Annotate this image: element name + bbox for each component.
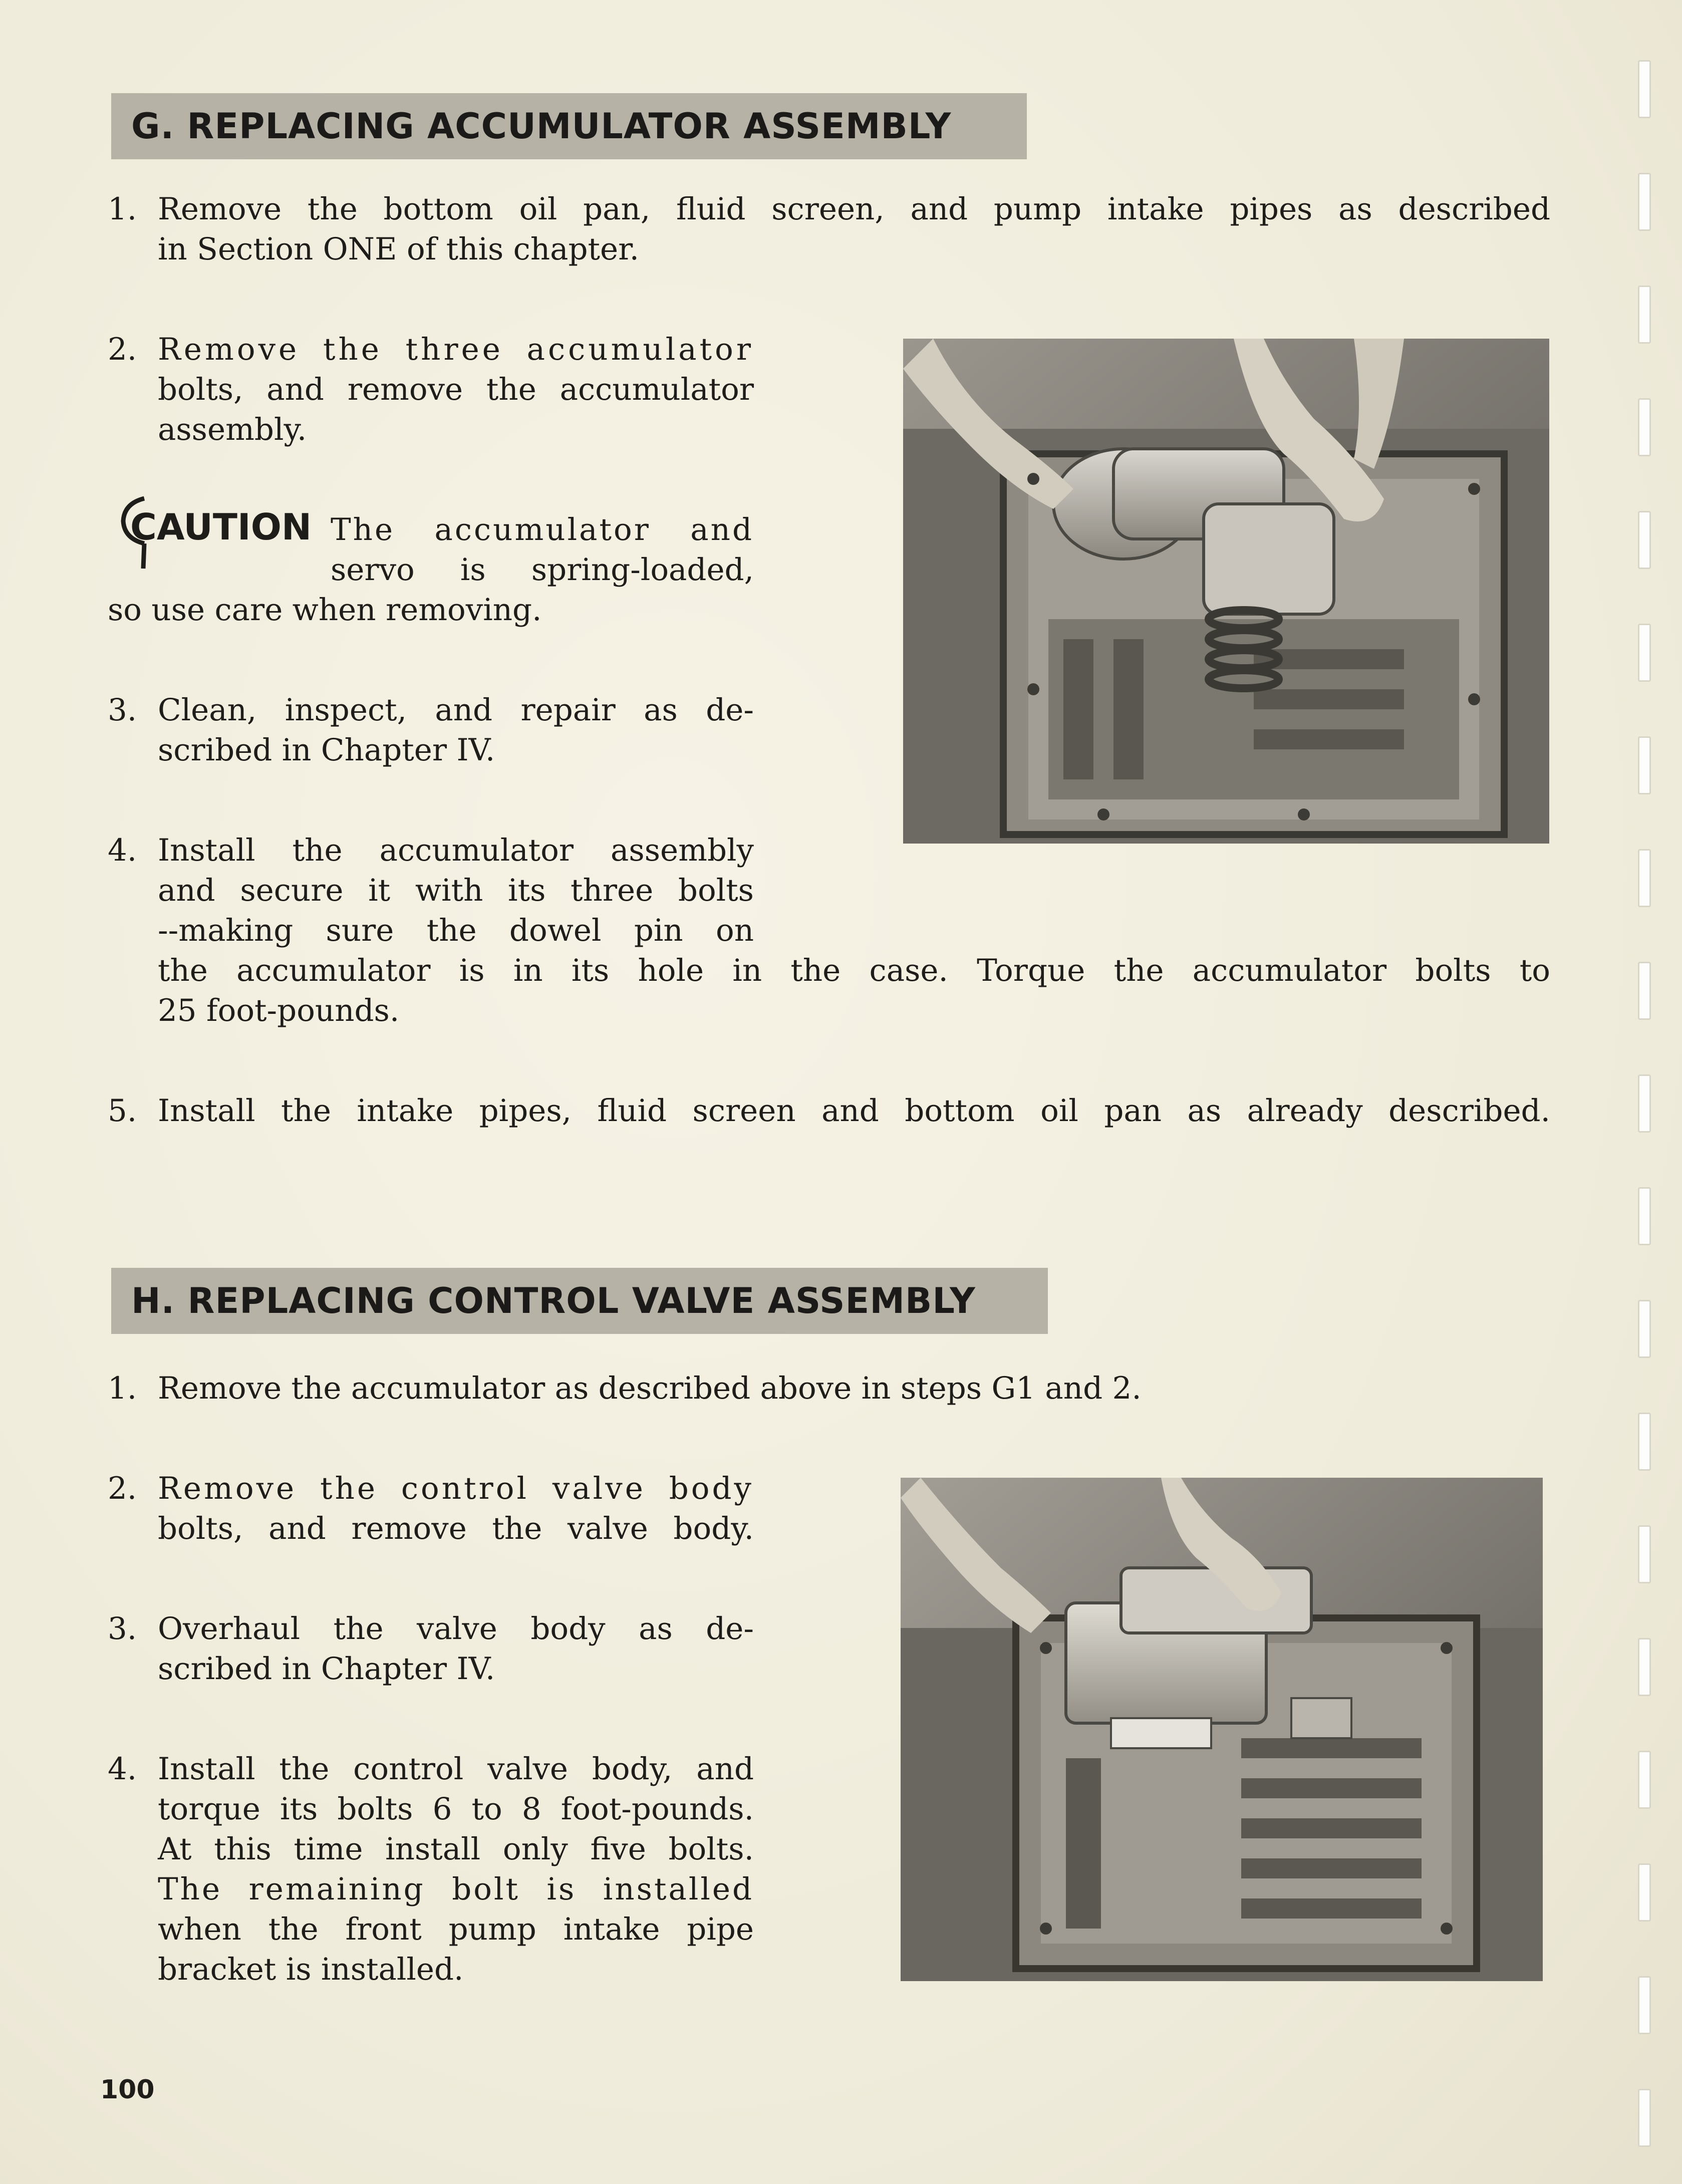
binder-hole — [1638, 624, 1651, 682]
step-text-line: torque its bolts 6 to 8 foot-pounds. — [158, 1791, 754, 1827]
step-number: 4. — [108, 833, 137, 868]
section-g-heading: G. REPLACING ACCUMULATOR ASSEMBLY — [111, 93, 1027, 159]
step-text-line: scribed in Chapter IV. — [158, 1651, 495, 1687]
step-text-line: assembly. — [158, 412, 307, 447]
caution-text-indented — [331, 510, 754, 590]
step-number: 1. — [108, 191, 137, 227]
step-number: 2. — [108, 332, 137, 367]
binder-hole — [1638, 1413, 1651, 1471]
step-text-line: At this time install only five bolts. — [158, 1831, 754, 1867]
step-text-line: scribed in Chapter IV. — [158, 732, 495, 768]
caution-label: CAUTION — [130, 506, 312, 548]
binder-hole — [1638, 962, 1651, 1020]
step-number: 3. — [108, 692, 137, 728]
binder-hole — [1638, 1300, 1651, 1358]
binder-hole — [1638, 849, 1651, 907]
photo-illustration — [901, 1478, 1543, 1981]
step-text-line: bolts, and remove the accumulator — [158, 372, 754, 407]
control-valve-removal-photo — [901, 1478, 1543, 1981]
binder-hole — [1638, 286, 1651, 344]
step-text-line: in Section ONE of this chapter. — [158, 231, 639, 267]
binder-hole — [1638, 60, 1651, 118]
step-number: 5. — [108, 1093, 137, 1129]
binder-hole — [1638, 1863, 1651, 1922]
h-step-2 — [108, 1469, 754, 1549]
binder-hole — [1638, 1751, 1651, 1809]
step-number: 1. — [108, 1371, 137, 1406]
caution-text-full — [108, 590, 754, 630]
page-number: 100 — [100, 2075, 155, 2105]
step-text-line: Remove the three accumulator — [158, 332, 754, 367]
step-text-line: Remove the control valve body — [158, 1471, 754, 1506]
section-h-heading: H. REPLACING CONTROL VALVE ASSEMBLY — [111, 1268, 1048, 1334]
accumulator-removal-photo — [903, 339, 1549, 844]
step-text-line: bracket is installed. — [158, 1952, 464, 1987]
step-text-line: Remove the bottom oil pan, fluid screen, and pump intake pipes as described — [158, 191, 1550, 227]
caution-text-line: so use care when removing. — [108, 592, 542, 628]
binder-hole — [1638, 2089, 1651, 2147]
binder-hole — [1638, 1074, 1651, 1133]
g-step-5 — [108, 1091, 1550, 1131]
h-step-3 — [108, 1609, 754, 1689]
step-text-line: when the front pump intake pipe — [158, 1912, 754, 1947]
step-number: 3. — [108, 1611, 137, 1647]
binder-hole — [1638, 1976, 1651, 2034]
step-text-line: the accumulator is in its hole in the case. Torque the accumulator bolts to — [158, 953, 1550, 988]
step-text-line: The remaining bolt is installed — [158, 1871, 754, 1907]
step-number: 2. — [108, 1471, 137, 1506]
binder-hole — [1638, 398, 1651, 456]
binder-hole — [1638, 173, 1651, 231]
g-step-1 — [108, 189, 1550, 269]
binder-hole — [1638, 1187, 1651, 1245]
caution-text-line: The accumulator and — [331, 512, 754, 548]
step-text-line: Overhaul the valve body as de- — [158, 1611, 754, 1647]
g-step-4 — [108, 831, 1550, 1031]
binder-hole — [1638, 1525, 1651, 1583]
g-step-2 — [108, 330, 754, 450]
photo-illustration — [903, 339, 1549, 844]
step-text-line: Install the intake pipes, fluid screen and bottom oil pan as already described. — [158, 1093, 1550, 1129]
step-text-line: 25 foot-pounds. — [158, 993, 400, 1028]
step-text-line: and secure it with its three bolts — [158, 873, 754, 908]
step-text-line: bolts, and remove the valve body. — [158, 1511, 754, 1546]
step-text-line: Remove the accumulator as described above in steps G1 and 2. — [158, 1371, 1142, 1406]
h-step-1 — [108, 1369, 1550, 1409]
step-text-line: --making sure the dowel pin on — [158, 913, 754, 948]
step-text-line: Clean, inspect, and repair as de- — [158, 692, 754, 728]
binder-hole — [1638, 1638, 1651, 1696]
g-step-3 — [108, 690, 754, 770]
h-step-4 — [108, 1749, 754, 1990]
caution-text-line: servo is spring-loaded, — [331, 552, 754, 588]
step-text-line: Install the control valve body, and — [158, 1751, 754, 1787]
step-text-line: Install the accumulator assembly — [158, 833, 754, 868]
step-number: 4. — [108, 1751, 137, 1787]
binder-hole — [1638, 736, 1651, 794]
binder-hole — [1638, 511, 1651, 569]
